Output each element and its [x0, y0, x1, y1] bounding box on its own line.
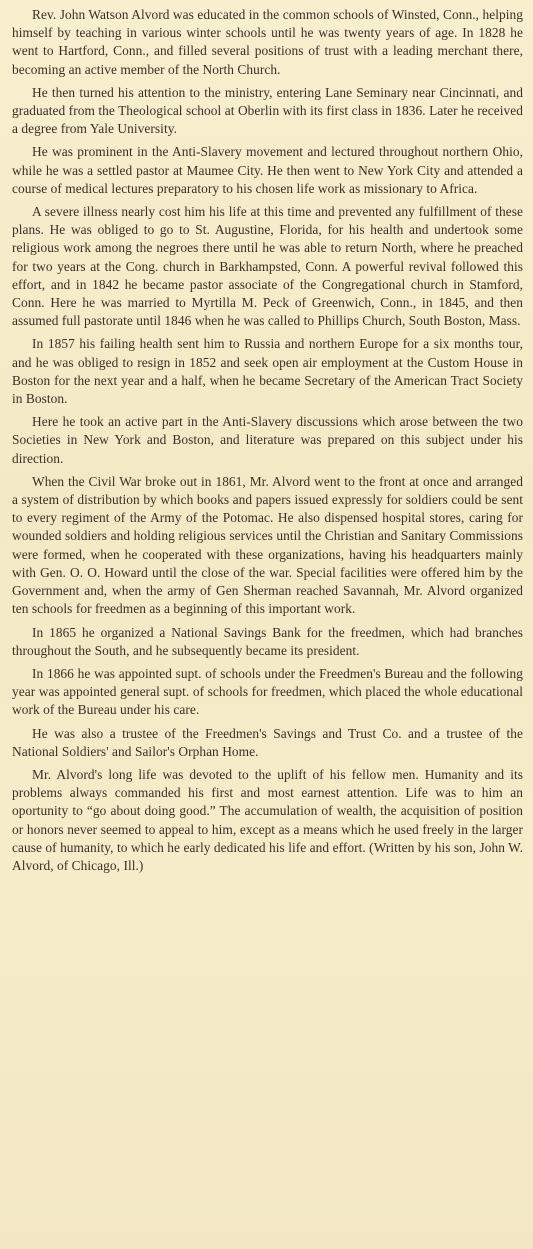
paragraph-civil-war: When the Civil War broke out in 1861, Mr. Alvord went to the front at once and arranged a system of distribution by which books and papers issued expressly for soldiers could be sent to every regiment of the Army of the Potomac. He also dispensed hospital stores, caring for wounded soldiers and holding religious services until the Christian and Sanitary Commissions were formed, when he cooperated with these organizations, having his headquarters mainly with Gen. O. O. Howard until the close of the war. Special facilities were offered him by the Government and, when the army of Gen Sherman reached Savannah, Mr. Alvord organized ten schools for freedmen as a beginning of this important work. — [12, 473, 523, 617]
paragraph-ministry: He then turned his attention to the ministry, entering Lane Seminary near Cincinnati, and graduated from the Theological school at Oberlin with its first class in 1836. Later he received a degree from Yale University. — [12, 84, 523, 137]
paragraph-illness: A severe illness nearly cost him his life at this time and prevented any fulfillment of these plans. He was obliged to go to St. Augustine, Florida, for his health and undertook some religious work among the negroes there until he was able to return North, where he preached for two years at the Cong. church in Barkhampsted, Conn. A powerful revival followed this effort, and in 1842 he became pastor associate of the Congregational church in Stamford, Conn. Here he was married to Myrtilla M. Peck of Greenwich, Conn., in 1845, and then assumed full pastorate until 1846 when he was called to Phillips Church, South Boston, Mass. — [12, 204, 523, 329]
paragraph-legacy: Mr. Alvord's long life was devoted to the uplift of his fellow men. Humanity and its problems always commanded his first and most earnest attention. Life was to him an oportunity to “go about doing good.” The accumulation of wealth, the acquisition of position or honors never seemed to appeal to him, except as a means which he used freely in the larger cause of humanity, to which he early dedicated his life and effort. (Written by his son, John W. Alvord, of Chicago, Ill.) — [12, 766, 523, 873]
paragraph-savings-bank: In 1865 he organized a National Savings Bank for the freedmen, which had branches throughout the South, and he subsequently became its president. — [12, 624, 523, 658]
paragraph-trustee: He was also a trustee of the Freedmen's Savings and Trust Co. and a trustee of the National Soldiers' and Sailor's Orphan Home. — [12, 725, 523, 759]
paragraph-freedmens-bureau: In 1866 he was appointed supt. of schools under the Freedmen's Bureau and the following year was appointed general supt. of schools for freedmen, which placed the whole educational work of the Bureau under his care. — [12, 665, 523, 718]
paragraph-anti-slavery: He was prominent in the Anti-Slavery movement and lectured throughout northern Ohio, while he was a settled pastor at Maumee City. He then went to New York City and attended a course of medical lectures preparatory to his chosen life work as missionary to Africa. — [12, 144, 523, 196]
paragraph-discussions: Here he took an active part in the Anti-Slavery discussions which arose between the two Societies in New York and Boston, and literature was prepared on this subject under his direction. — [12, 414, 523, 466]
paragraph-education: Rev. John Watson Alvord was educated in the common schools of Winsted, Conn., helping himself by teaching in various winter schools until he was twenty years of age. In 1828 he went to Hartford, Conn., and filled several positions of trust with a leading merchant there, becoming an active member of the North Church. — [12, 7, 523, 77]
paragraph-health-tour: In 1857 his failing health sent him to Russia and northern Europe for a six months tour, and he was obliged to resign in 1852 and seek open air employment at the Custom House in Boston for the next year and a half, when he became Secretary of the American Tract Society in Boston. — [12, 336, 523, 407]
